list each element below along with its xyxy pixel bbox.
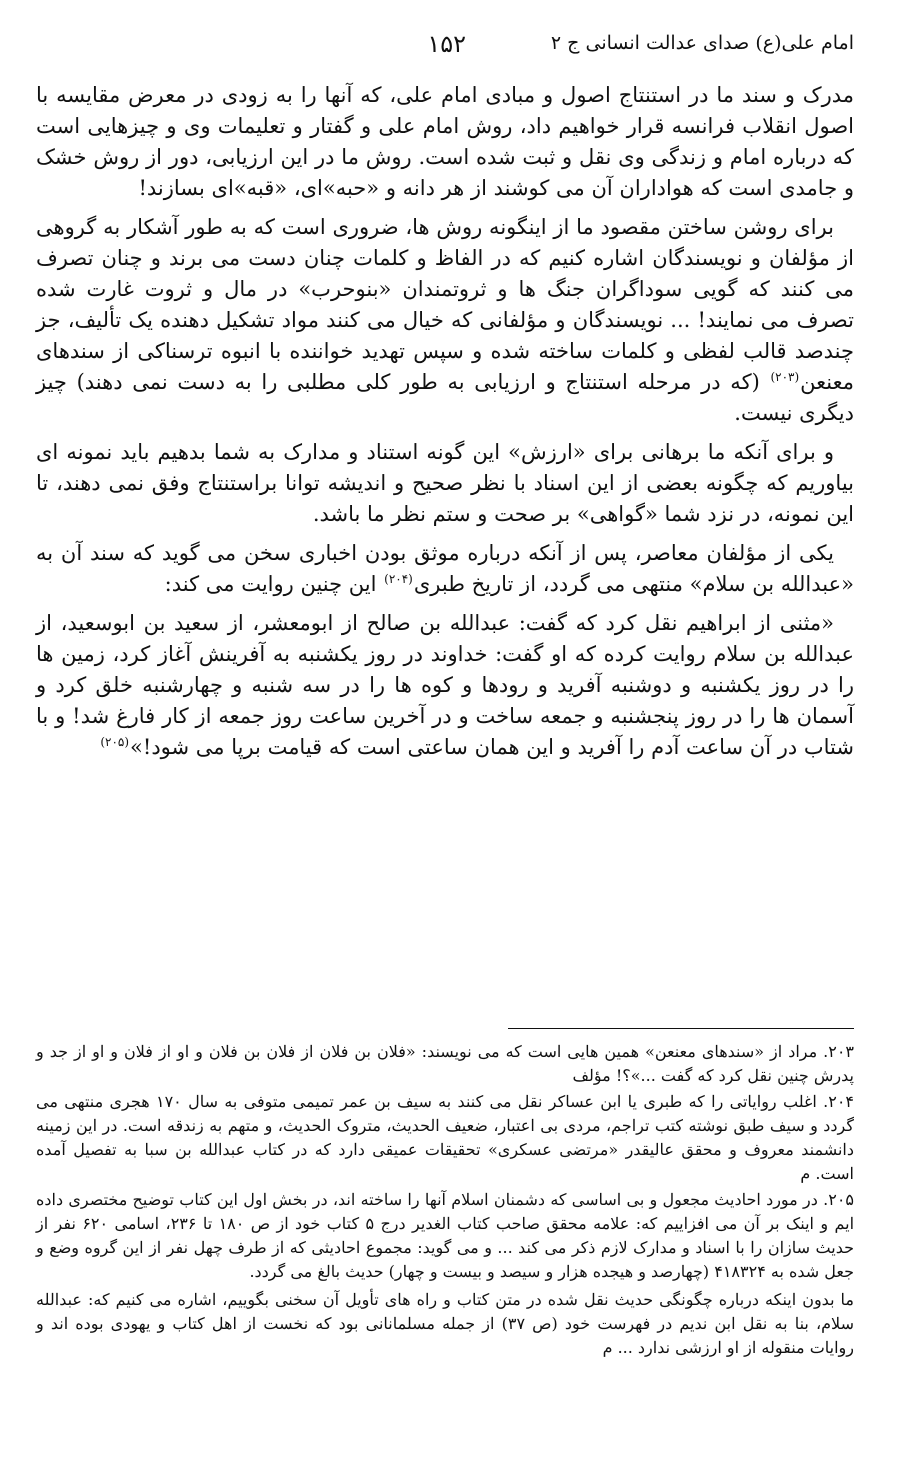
footnote-205: ۲۰۵. در مورد احادیث مجعول و بی اساسی که دشمنان اسلام آنها را ساخته اند، در بخش اول این کتاب توضیح مختصری داده ایم و اینک بر آن می افزاییم که: علامه محقق صاحب کتاب الغدیر درج ۵ کتاب خود از ص ۱۸۰ تا ۲۳۶، اسامی ۶۲۰ نفر از حدیث سازان را با اسناد و مدارک لازم ذکر می کند ... و می گوید: مجموع احادیثی که از طرف چهل نفر از این گروه وضع و جعل شده به ۴۱۸۳۲۴ (چهارصد و هیجده هزار و سیصد و بیست و چهار) حدیث بالغ می گردد. — [36, 1190, 855, 1281]
paragraph-2-text-a: برای روشن ساختن مقصود ما از اینگونه روش ها، ضروری است که به طور آشکار به گروهی از مؤلفان و نویسندگان اشاره کنیم که در الفاظ و کلمات چنان دست می برند و چنان تصرف می کنند که گویی سوداگران جنگ ها و ثروتمندان «بنوحرب» در مال و ثروت غارت شده تصرف می نمایند! ... نویسندگان و مؤلفانی که خیال می کنند مواد تشکیل دهنده یک تألیف، جز چندصد قالب لفظی و کلمات ساخته شده و سپس تهدید خواننده با انبوه ترسناکی از سندهای معنعن — [36, 215, 854, 394]
book-page — [36, 0, 854, 1479]
paragraph-4-text-a: یکی از مؤلفان معاصر، پس از آنکه درباره موثق بودن اخباری سخن می گوید که سند آن به «عبدالله بن سلام» منتهی می گردد، از تاریخ طبری — [36, 541, 854, 596]
paragraph-1 — [36, 80, 854, 204]
paragraph-4-text-b: این چنین روایت می کند: — [164, 572, 384, 596]
page-number: ۱۵۲ — [427, 30, 466, 58]
footnote-ref-203[interactable]: (۲۰۳) — [770, 370, 800, 384]
body-text — [36, 80, 854, 771]
paragraph-4 — [36, 538, 854, 600]
footnotes — [36, 1040, 854, 1362]
footnote-203: ۲۰۳. مراد از «سندهای معنعن» همین هایی است که می نویسند: «فلان بن فلان از فلان بن فلان و او از فلان و او از جد و پدرش چنین نقل کرد که گفت ...»؟! مؤلف — [36, 1042, 855, 1085]
paragraph-2-text-b: (که در مرحله استنتاج و ارزیابی به طور کلی مطلبی را به دست نمی دهند) چیز دیگری نیست. — [36, 370, 854, 425]
paragraph-3 — [36, 437, 854, 530]
footnote-divider — [508, 1028, 854, 1029]
running-header — [36, 32, 854, 66]
footnote-204: ۲۰۴. اغلب روایاتی را که طبری یا ابن عساکر نقل می کنند به سیف بن عمر تمیمی متوفی به سال ۱۷۰ هجری منتهی می گردد و سیف طبق نوشته کتب تراجم، مردی بی اعتبار، ضعیف الحدیث، متروک الحدیث، و متهم به زندقه است. در این زمینه دانشمند معروف و محقق عالیقدر «مرتضی عسکری» تحقیقات عمیقی دارد که در کتاب عبدالله بن سبا به تفصیل آمده است. م — [36, 1092, 855, 1183]
paragraph-5-text: «مثنی از ابراهیم نقل کرد که گفت: عبدالله بن صالح از ابومعشر، از سعید بن ابوسعید، از عبدالله بن سلام روایت کرده که او گفت: خداوند در روز یکشنبه به آفرینش آغاز کرد، زمین ها را در روز یکشنبه و دوشنبه آفرید و رودها و کوه ها را در سه شنبه و چهارشنبه خلق کرد و آسمان ها را در روز پنجشنبه و جمعه ساخت و در آخرین ساعت روز جمعه از کار فارغ شد! و با شتاب در آن ساعت آدم را آفرید و این همان ساعتی است که قیامت برپا می شود!» — [36, 611, 854, 759]
footnote-ref-205[interactable]: (۲۰۵) — [100, 735, 130, 749]
footnote-ref-204[interactable]: (۲۰۴) — [384, 572, 413, 586]
paragraph-1-text: مدرک و سند ما در استنتاج اصول و مبادی امام علی، که آنها را به زودی در معرض مقایسه با اصول انقلاب فرانسه قرار خواهیم داد، روش امام علی و گفتار و تعلیمات وی و چیزهایی است که درباره امام و زندگی وی نقل و ثبت شده است. روش ما در این ارزیابی، دور از روش خشک و جامدی است که هواداران آن می کوشند از هر دانه و «حبه»ای، «قبه»ای بسازند! — [36, 83, 854, 200]
translator-note: ما بدون اینکه درباره چگونگی حدیث نقل شده در متن کتاب و راه های تأویل آن سخنی بگوییم، اشاره می کنیم که: عبدالله سلام، بنا به نقل ابن ندیم در فهرست خود (ص ۳۷) از جمله مسلمانانی بود که نخست از اهل کتاب و یهودی بوده اند و روایات منقوله از او ارزشی ندارد ... م — [36, 1290, 855, 1357]
running-title: امام علی(ع) صدای عدالت انسانی ج ۲ — [550, 32, 854, 54]
paragraph-3-text: و برای آنکه ما برهانی برای «ارزش» این گونه استناد و مدارک به شما بدهیم باید نمونه ای بیاوریم که چگونه بعضی از این اسناد با نظر صحیح و اندیشه توانا براستنتاج وفق نمی دهند، تا این نمونه، در نزد شما «گواهی» بر صحت و ستم نظر ما باشد. — [36, 440, 854, 526]
paragraph-5-quote — [36, 608, 854, 763]
paragraph-2 — [36, 212, 854, 429]
